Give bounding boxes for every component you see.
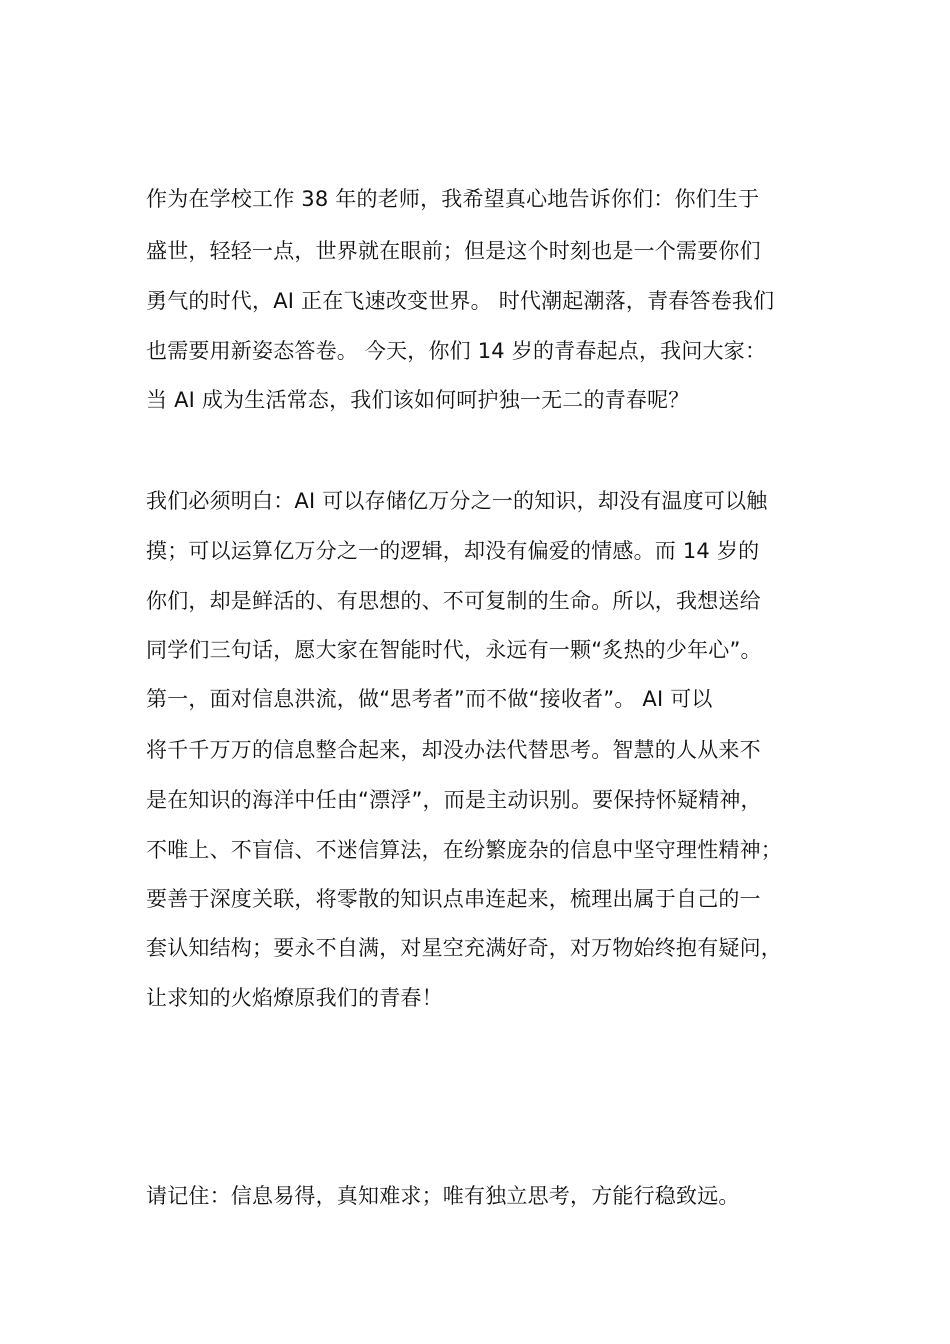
text-line: 同学们三句话，愿大家在智能时代，永远有一颗“炙热的少年心”。 — [146, 638, 762, 662]
text-line: 作为在学校工作 38 年的老师，我希望真心地告诉你们：你们生于 — [146, 187, 760, 211]
text-line: 第一，面对信息洪流，做“思考者”而不做“接收者”。 AI 可以 — [146, 687, 713, 711]
text-line: 不唯上、不盲信、不迷信算法，在纷繁庞杂的信息中坚守理性精神； — [146, 838, 782, 862]
text-line: 当 AI 成为生活常态，我们该如何呵护独一无二的青春呢？ — [146, 388, 690, 412]
text-line: 是在知识的海洋中任由“漂浮”，而是主动识别。要保持怀疑精神， — [146, 788, 762, 812]
text-line: 我们必须明白：AI 可以存储亿万分之一的知识，却没有温度可以触 — [146, 489, 768, 513]
text-line: 要善于深度关联，将零散的知识点串连起来，梳理出属于自己的一 — [146, 887, 761, 911]
text-line: 将千千万万的信息整合起来，却没办法代替思考。智慧的人从来不 — [146, 738, 761, 762]
text-line: 请记住：信息易得，真知难求；唯有独立思考，方能行稳致远。 — [146, 1184, 740, 1208]
text-line: 勇气的时代，AI 正在飞速改变世界。 时代潮起潮落，青春答卷我们 — [146, 289, 775, 313]
text-line: 套认知结构；要永不自满，对星空充满好奇，对万物始终抱有疑问， — [146, 936, 782, 960]
text-line: 你们，却是鲜活的、有思想的、不可复制的生命。所以，我想送给 — [146, 589, 761, 613]
text-line: 让求知的火焰燎原我们的青春！ — [146, 986, 443, 1010]
text-line: 摸；可以运算亿万分之一的逻辑，却没有偏爱的情感。而 14 岁的 — [146, 539, 760, 563]
text-line: 也需要用新姿态答卷。 今天，你们 14 岁的青春起点，我问大家： — [146, 339, 767, 363]
text-line: 盛世，轻轻一点，世界就在眼前；但是这个时刻也是一个需要你们 — [146, 239, 761, 263]
